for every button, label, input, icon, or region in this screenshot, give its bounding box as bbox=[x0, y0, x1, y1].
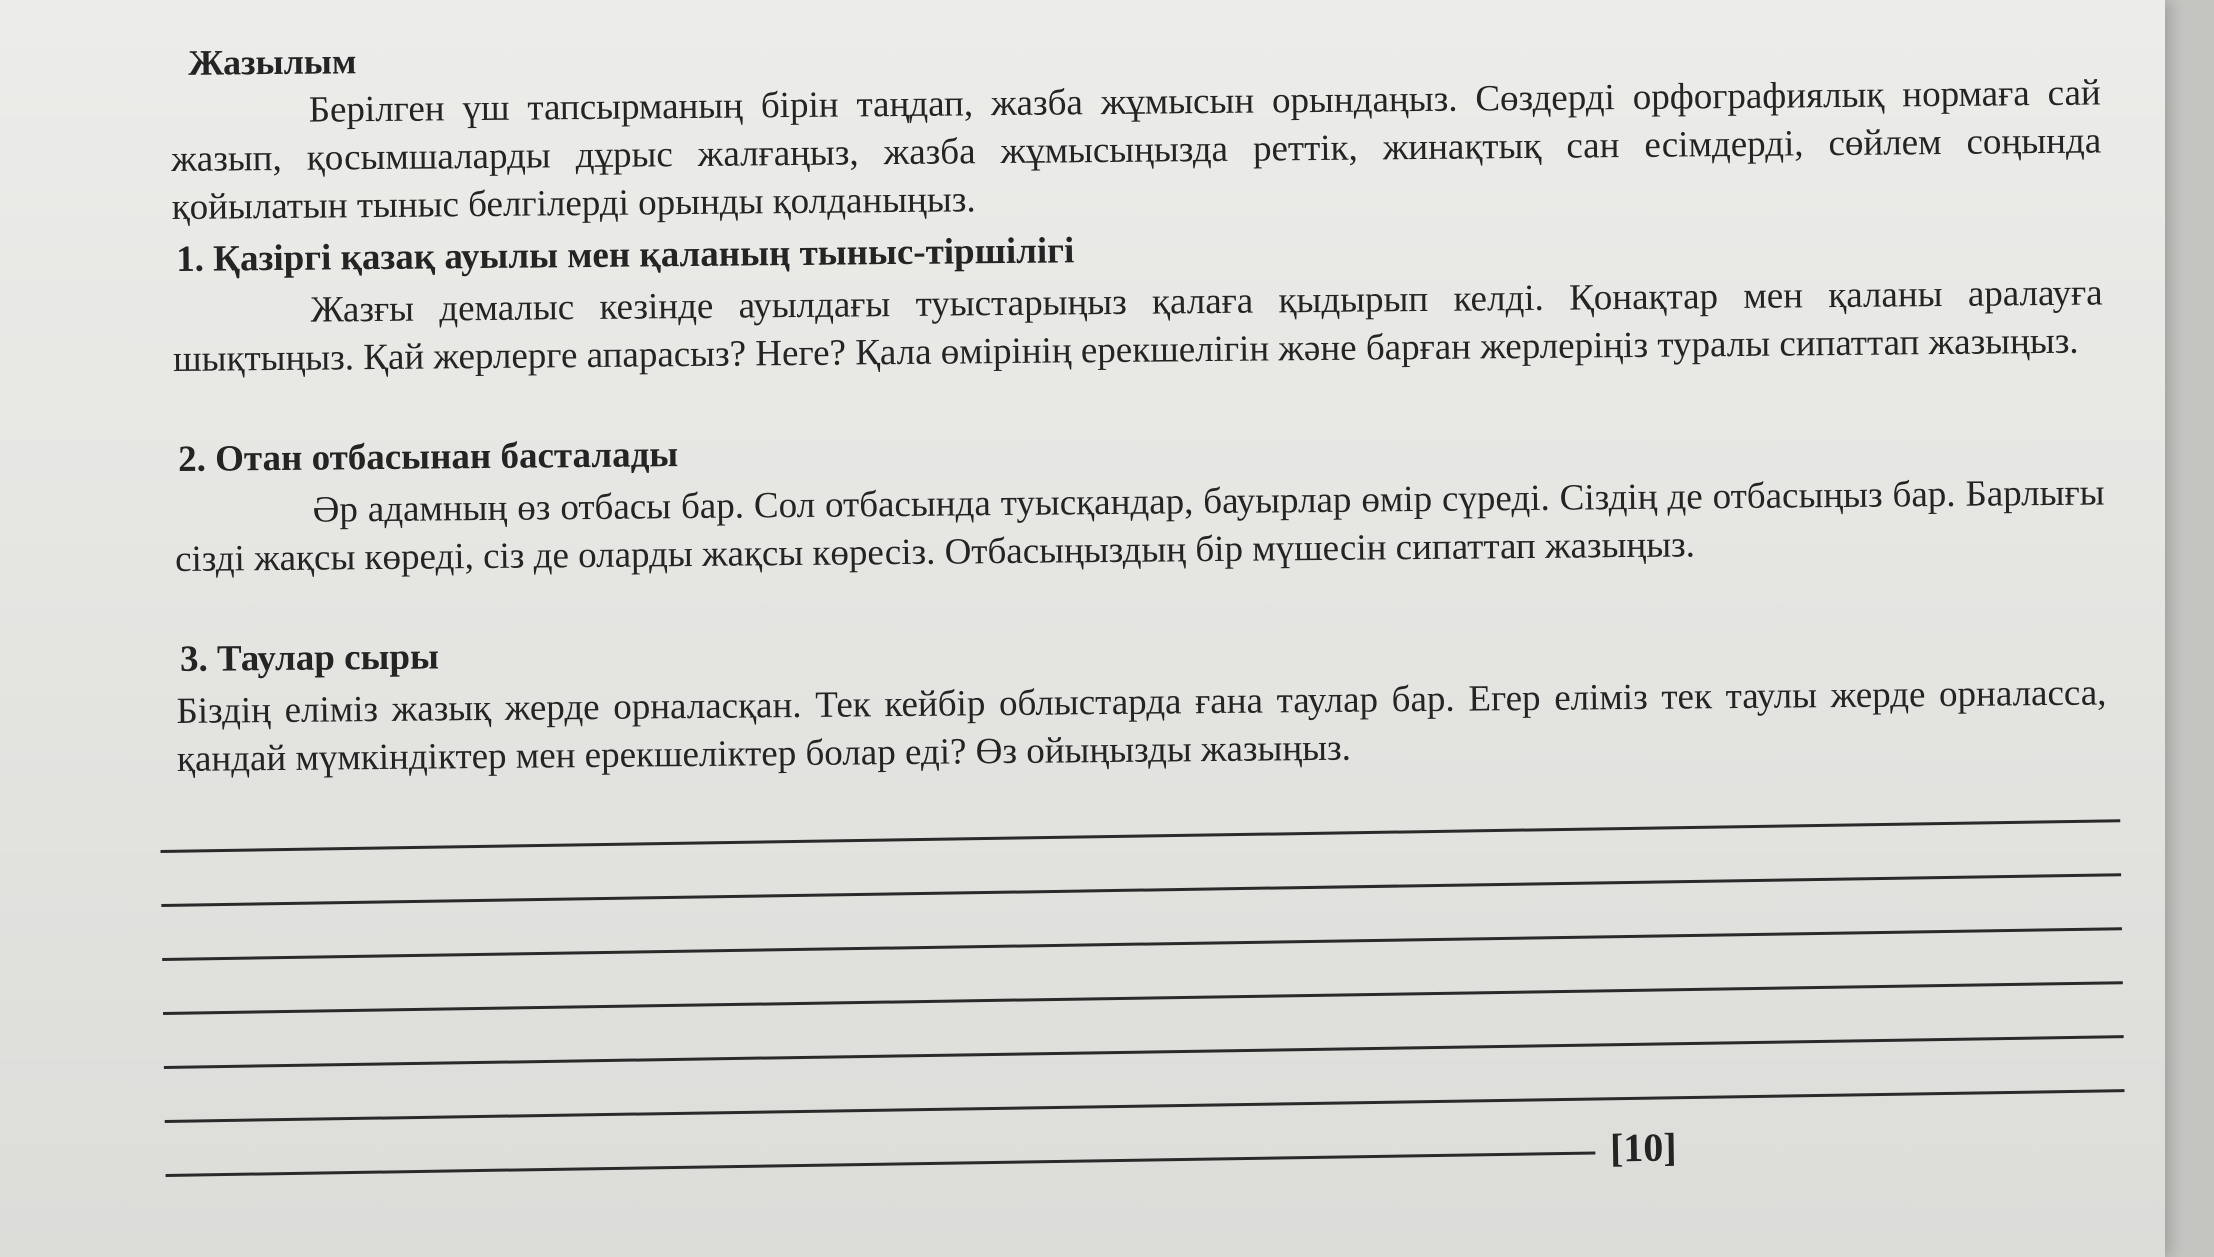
task-3-paragraph bbox=[176, 669, 2107, 784]
task-3-text: Біздің еліміз жазық жерде орналасқан. Тек кейбір облыстарда ғана таулар бар. Егер еліміз тек таулы жерде орналасса, қандай мүмкіндіктер мен ерекшеліктер болар еді? Өз ойыңызды жазыңыз. bbox=[176, 672, 2107, 780]
instruction-paragraph bbox=[171, 69, 2102, 232]
answer-line[interactable] bbox=[166, 1151, 1596, 1176]
answer-lines bbox=[160, 789, 2146, 1220]
task-2-paragraph bbox=[174, 469, 2105, 584]
task-2-text: Әр адамның өз отбасы бар. Сол отбасында туысқандар, бауырлар өмір сүреді. Сіздің де отбасыңыз бар. Барлығы сізді жақсы көреді, сіз де оларды жақсы көресіз. Отбасыңыздың бір мүшесін сипаттап жазыңыз. bbox=[174, 472, 2105, 580]
worksheet-content bbox=[170, 11, 2107, 780]
answer-line[interactable] bbox=[162, 927, 2122, 961]
task-3-title: 3. Таулар сыры bbox=[179, 636, 440, 680]
answer-line[interactable] bbox=[165, 1089, 2125, 1123]
task-2-title: 2. Отан отбасынан басталады bbox=[177, 434, 679, 480]
task-1-paragraph bbox=[172, 269, 2103, 384]
instruction-text: Берілген үш тапсырманың бірін таңдап, жазба жұмысын орындаңыз. Сөздерді орфографиялық нормаға сай жазып, қосымшаларды дұрыс жалғаңыз, жазба жұмысыңызда реттік, жинақтық сан есімдерді, сөйлем соңында қойылатын тыныс белгілерді орынды қолданыңыз. bbox=[171, 72, 2102, 228]
task-1-text: Жазғы демалыс кезінде ауылдағы туыстарыңыз қалаға қыдырып келді. Қонақтар мен қаланы аралауға шықтыңыз. Қай жерлерге апарасыз? Неге? Қала өмірінің ерекшелігін және барған жерлеріңіз туралы сипаттап жазыңыз. bbox=[172, 272, 2103, 380]
score-label: [10] bbox=[1609, 1124, 1677, 1171]
answer-line[interactable] bbox=[160, 819, 2120, 853]
answer-line[interactable] bbox=[161, 873, 2121, 907]
section-title: Жазылым bbox=[188, 41, 357, 83]
answer-line[interactable] bbox=[163, 981, 2123, 1015]
answer-line[interactable] bbox=[164, 1035, 2124, 1069]
task-1-title: 1. Қазіргі қазақ ауылы мен қаланың тыныс-тіршілігі bbox=[176, 230, 1075, 280]
